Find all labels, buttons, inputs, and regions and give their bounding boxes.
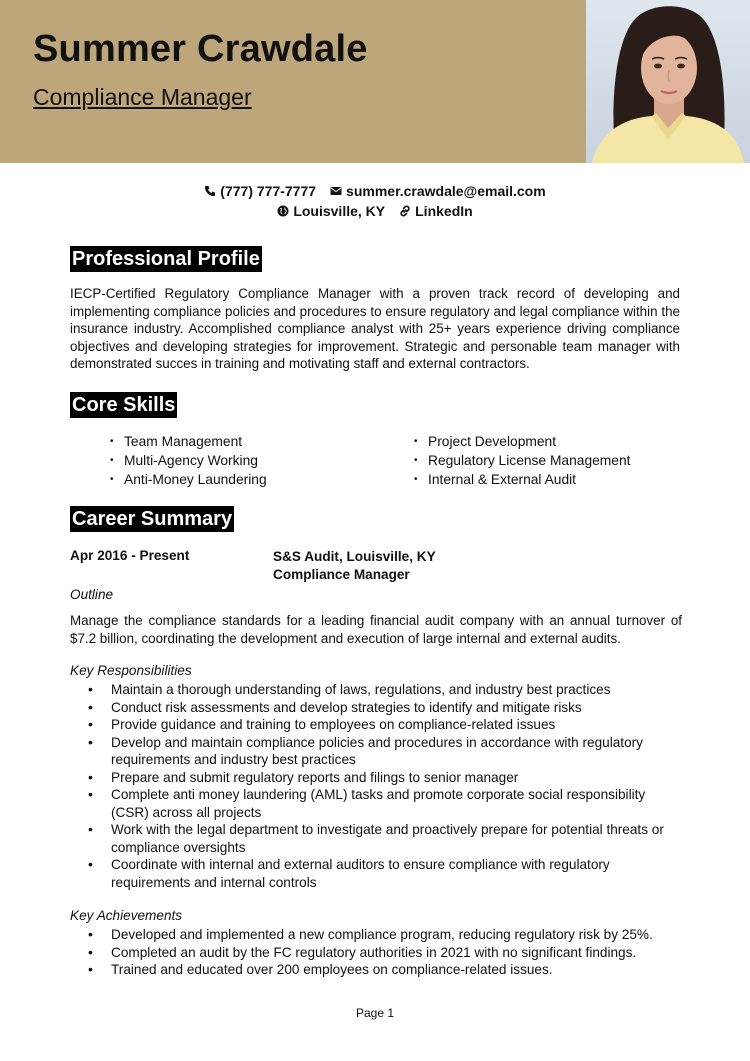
list-item: • Provide guidance and training to employees on compliance-related issues — [70, 716, 685, 734]
globe-icon — [277, 205, 289, 217]
skill-item: • Regulatory License Management — [414, 451, 630, 470]
list-item: • Develop and maintain compliance policies and procedures in accordance with regulatory requirements and industry best practices — [70, 734, 685, 769]
candidate-job-title: Compliance Manager — [33, 84, 252, 110]
list-item: • Maintain a thorough understanding of laws, regulations, and industry best practices — [70, 681, 685, 699]
career-heading: Career Summary — [72, 508, 233, 530]
email-item[interactable] — [330, 181, 546, 201]
linkedin-item[interactable] — [399, 201, 473, 221]
job-date: Apr 2016 - Present — [70, 548, 190, 563]
skills-right-list — [414, 432, 630, 489]
skill-item: • Anti-Money Laundering — [110, 470, 267, 489]
profile-text: IECP-Certified Regulatory Compliance Manager with a proven track record of developing and implementing compliance policies and procedures to ensure regulatory and legal compliance within the insurance industry. Accomplished compliance analyst with 25+ years experience driving compliance objectives and developing strategies for improvement. Strategic and personable team manager with demonstrated succes in training and motivating staff and external contractors. — [70, 286, 680, 371]
achievements-list — [70, 926, 710, 979]
skill-item: • Project Development — [414, 432, 630, 451]
job-employer-block — [273, 548, 436, 584]
list-item: • Completed an audit by the FC regulatory authorities in 2021 with no significant findings. — [70, 944, 710, 962]
profile-photo — [586, 0, 750, 163]
skill-item: • Multi-Agency Working — [110, 451, 267, 470]
skills-left-list — [110, 432, 267, 489]
achievements-label: Key Achievements — [70, 908, 183, 923]
list-item: • Prepare and submit regulatory reports and filings to senior manager — [70, 769, 685, 787]
list-item: • Conduct risk assessments and develop strategies to identify and mitigate risks — [70, 699, 685, 717]
linkedin-text: LinkedIn — [415, 203, 473, 219]
page-number: Page 1 — [355, 1006, 395, 1020]
header-band — [0, 0, 586, 163]
envelope-icon — [330, 185, 342, 197]
list-item: • Work with the legal department to investigate and proactively prepare for potential threats or compliance oversights — [70, 821, 685, 856]
list-item: • Complete anti money laundering (AML) tasks and promote corporate social responsibility (CSR) across all projects — [70, 786, 685, 821]
job-role: Compliance Manager — [273, 567, 410, 582]
responsibilities-label: Key Responsibilities — [70, 663, 192, 678]
profile-heading: Professional Profile — [72, 248, 260, 270]
email-text: summer.crawdale@email.com — [346, 183, 546, 199]
list-item: • Trained and educated over 200 employees on compliance-related issues. — [70, 961, 710, 979]
list-item: • Developed and implemented a new compliance program, reducing regulatory risk by 25%. — [70, 926, 710, 944]
location-item — [277, 201, 385, 221]
link-icon — [399, 205, 411, 217]
outline-text: Manage the compliance standards for a leading financial audit company with an annual turnover of $7.2 billion, coordinating the development and execution of large internal and external audits. — [70, 613, 682, 646]
outline-label: Outline — [70, 587, 114, 602]
phone-icon — [204, 185, 216, 197]
resume-header — [0, 0, 750, 163]
list-item: • Coordinate with internal and external auditors to ensure compliance with regulatory requirements and internal controls — [70, 856, 685, 891]
phone-text: (777) 777-7777 — [220, 183, 317, 199]
skill-item: • Internal & External Audit — [414, 470, 630, 489]
responsibilities-list — [70, 681, 685, 891]
job-employer: S&S Audit, Louisville, KY — [273, 549, 436, 564]
location-text: Louisville, KY — [293, 203, 386, 219]
candidate-name: Summer Crawdale — [33, 28, 368, 70]
contact-info — [0, 181, 750, 221]
skill-item: • Team Management — [110, 432, 267, 451]
phone-item[interactable] — [204, 181, 316, 201]
skills-heading: Core Skills — [72, 394, 176, 416]
